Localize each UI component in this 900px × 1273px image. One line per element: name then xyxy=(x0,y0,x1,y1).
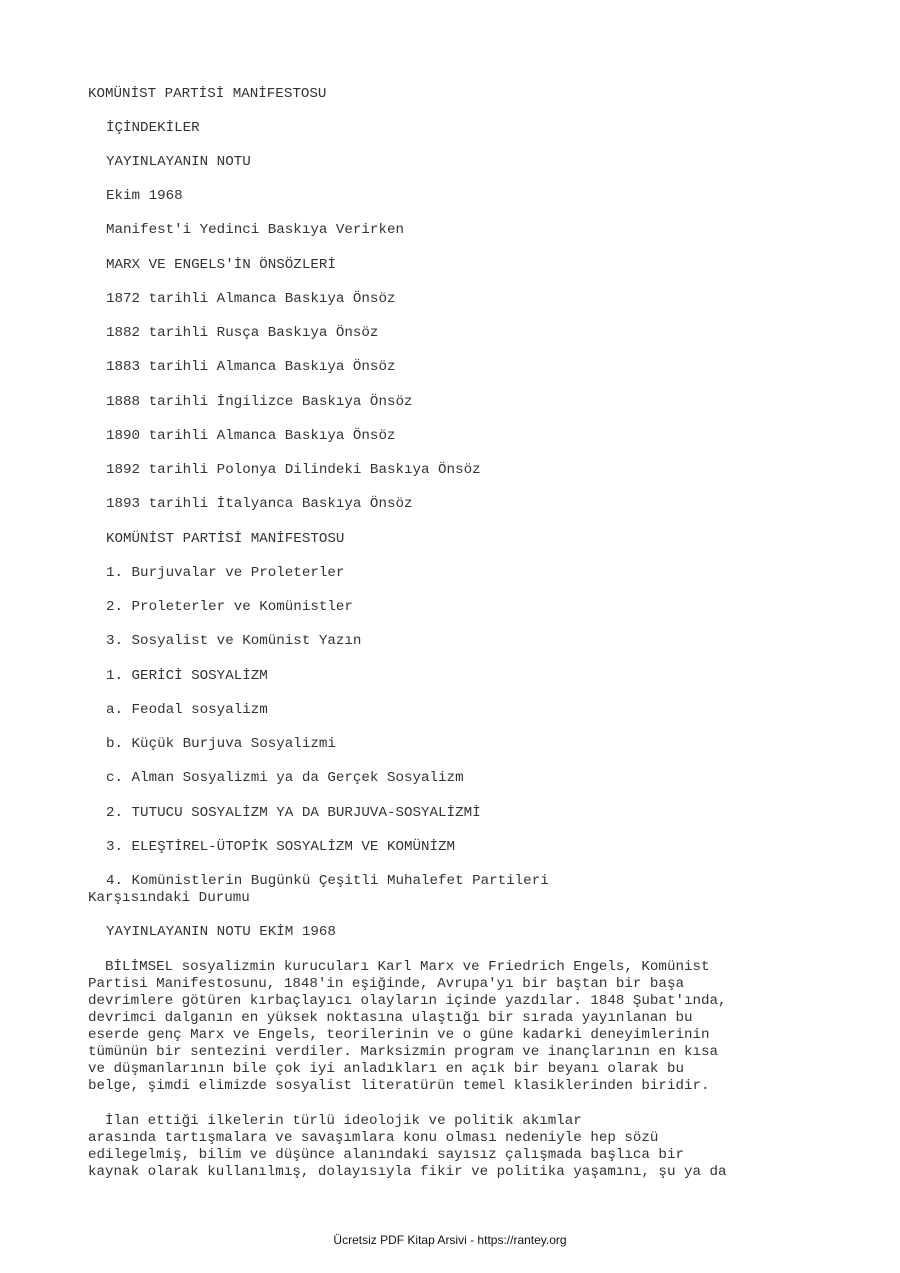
paragraph-1 xyxy=(88,959,727,1095)
toc-item: 1890 tarihli Almanca Baskıya Önsöz xyxy=(106,428,396,444)
footer-link[interactable]: Ücretsiz PDF Kitap Arsivi - https://rantey.org xyxy=(333,1233,567,1247)
toc-item: 1. Burjuvalar ve Proleterler xyxy=(106,565,345,581)
toc-item: 3. Sosyalist ve Komünist Yazın xyxy=(106,633,362,649)
toc-item: 1882 tarihli Rusça Baskıya Önsöz xyxy=(106,325,379,341)
paragraph-line: devrimci dalganın en yüksek noktasına ulaştığı bir sırada yayınlanan bu xyxy=(88,1010,693,1026)
toc-item: 1. GERİCİ SOSYALİZM xyxy=(106,668,268,684)
toc-item: Manifest'i Yedinci Baskıya Verirken xyxy=(106,222,404,238)
paragraph-line: belge, şimdi elimizde sosyalist literatürün temel klasiklerinden biridir. xyxy=(88,1078,710,1094)
toc-item: Ekim 1968 xyxy=(106,188,183,204)
paragraph-line: Partisi Manifestosunu, 1848'in eşiğinde, Avrupa'yı bir baştan bir başa xyxy=(88,976,684,992)
toc-item-line1: 4. Komünistlerin Bugünkü Çeşitli Muhalefet Partileri xyxy=(106,873,549,889)
paragraph-line: İlan ettiği ilkelerin türlü ideolojik ve politik akımlar xyxy=(88,1113,582,1129)
toc-item-line2: Karşısındaki Durumu xyxy=(88,890,250,906)
paragraph-line: arasında tartışmalara ve savaşımlara konu olması nedeniyle hep sözü xyxy=(88,1130,659,1146)
paragraph-line: edilegelmiş, bilim ve düşünce alanındaki sayısız çalışmada başlıca bir xyxy=(88,1147,684,1163)
toc-item: MARX VE ENGELS'İN ÖNSÖZLERİ xyxy=(106,257,336,273)
toc-item: 1883 tarihli Almanca Baskıya Önsöz xyxy=(106,359,396,375)
toc-item: 3. ELEŞTİREL-ÜTOPİK SOSYALİZM VE KOMÜNİZM xyxy=(106,839,456,855)
toc-item: KOMÜNİST PARTİSİ MANİFESTOSU xyxy=(106,531,345,547)
document-title: KOMÜNİST PARTİSİ MANİFESTOSU xyxy=(88,86,327,102)
toc-heading: İÇİNDEKİLER xyxy=(106,120,200,136)
toc-item: a. Feodal sosyalizm xyxy=(106,702,268,718)
section-heading: YAYINLAYANIN NOTU EKİM 1968 xyxy=(106,924,336,940)
toc-item: b. Küçük Burjuva Sosyalizmi xyxy=(106,736,336,752)
toc-item: YAYINLAYANIN NOTU xyxy=(106,154,251,170)
toc-item: 2. TUTUCU SOSYALİZM YA DA BURJUVA-SOSYALİZMİ xyxy=(106,805,481,821)
toc-item: 1893 tarihli İtalyanca Baskıya Önsöz xyxy=(106,496,413,512)
toc-item: 2. Proleterler ve Komünistler xyxy=(106,599,353,615)
toc-item: 1892 tarihli Polonya Dilindeki Baskıya Önsöz xyxy=(106,462,481,478)
paragraph-2 xyxy=(88,1113,727,1181)
paragraph-line: eserde genç Marx ve Engels, teorilerinin ve o güne kadarki deneyimlerinin xyxy=(88,1027,710,1043)
paragraph-line: ve düşmanlarının bile çok iyi anladıkları en açık bir beyanı olarak bu xyxy=(88,1061,684,1077)
toc-item: 1888 tarihli İngilizce Baskıya Önsöz xyxy=(106,394,413,410)
paragraph-line: kaynak olarak kullanılmış, dolayısıyla fikir ve politika yaşamını, şu ya da xyxy=(88,1164,727,1180)
toc-item: c. Alman Sosyalizmi ya da Gerçek Sosyalizm xyxy=(106,770,464,786)
toc-item: 1872 tarihli Almanca Baskıya Önsöz xyxy=(106,291,396,307)
paragraph-line: BİLİMSEL sosyalizmin kurucuları Karl Marx ve Friedrich Engels, Komünist xyxy=(88,959,710,975)
paragraph-line: devrimlere götüren kırbaçlayıcı olayların içinde yazdılar. 1848 Şubat'ında, xyxy=(88,993,727,1009)
paragraph-line: tümünün bir sentezini verdiler. Marksizmin program ve inançlarının en kısa xyxy=(88,1044,719,1060)
